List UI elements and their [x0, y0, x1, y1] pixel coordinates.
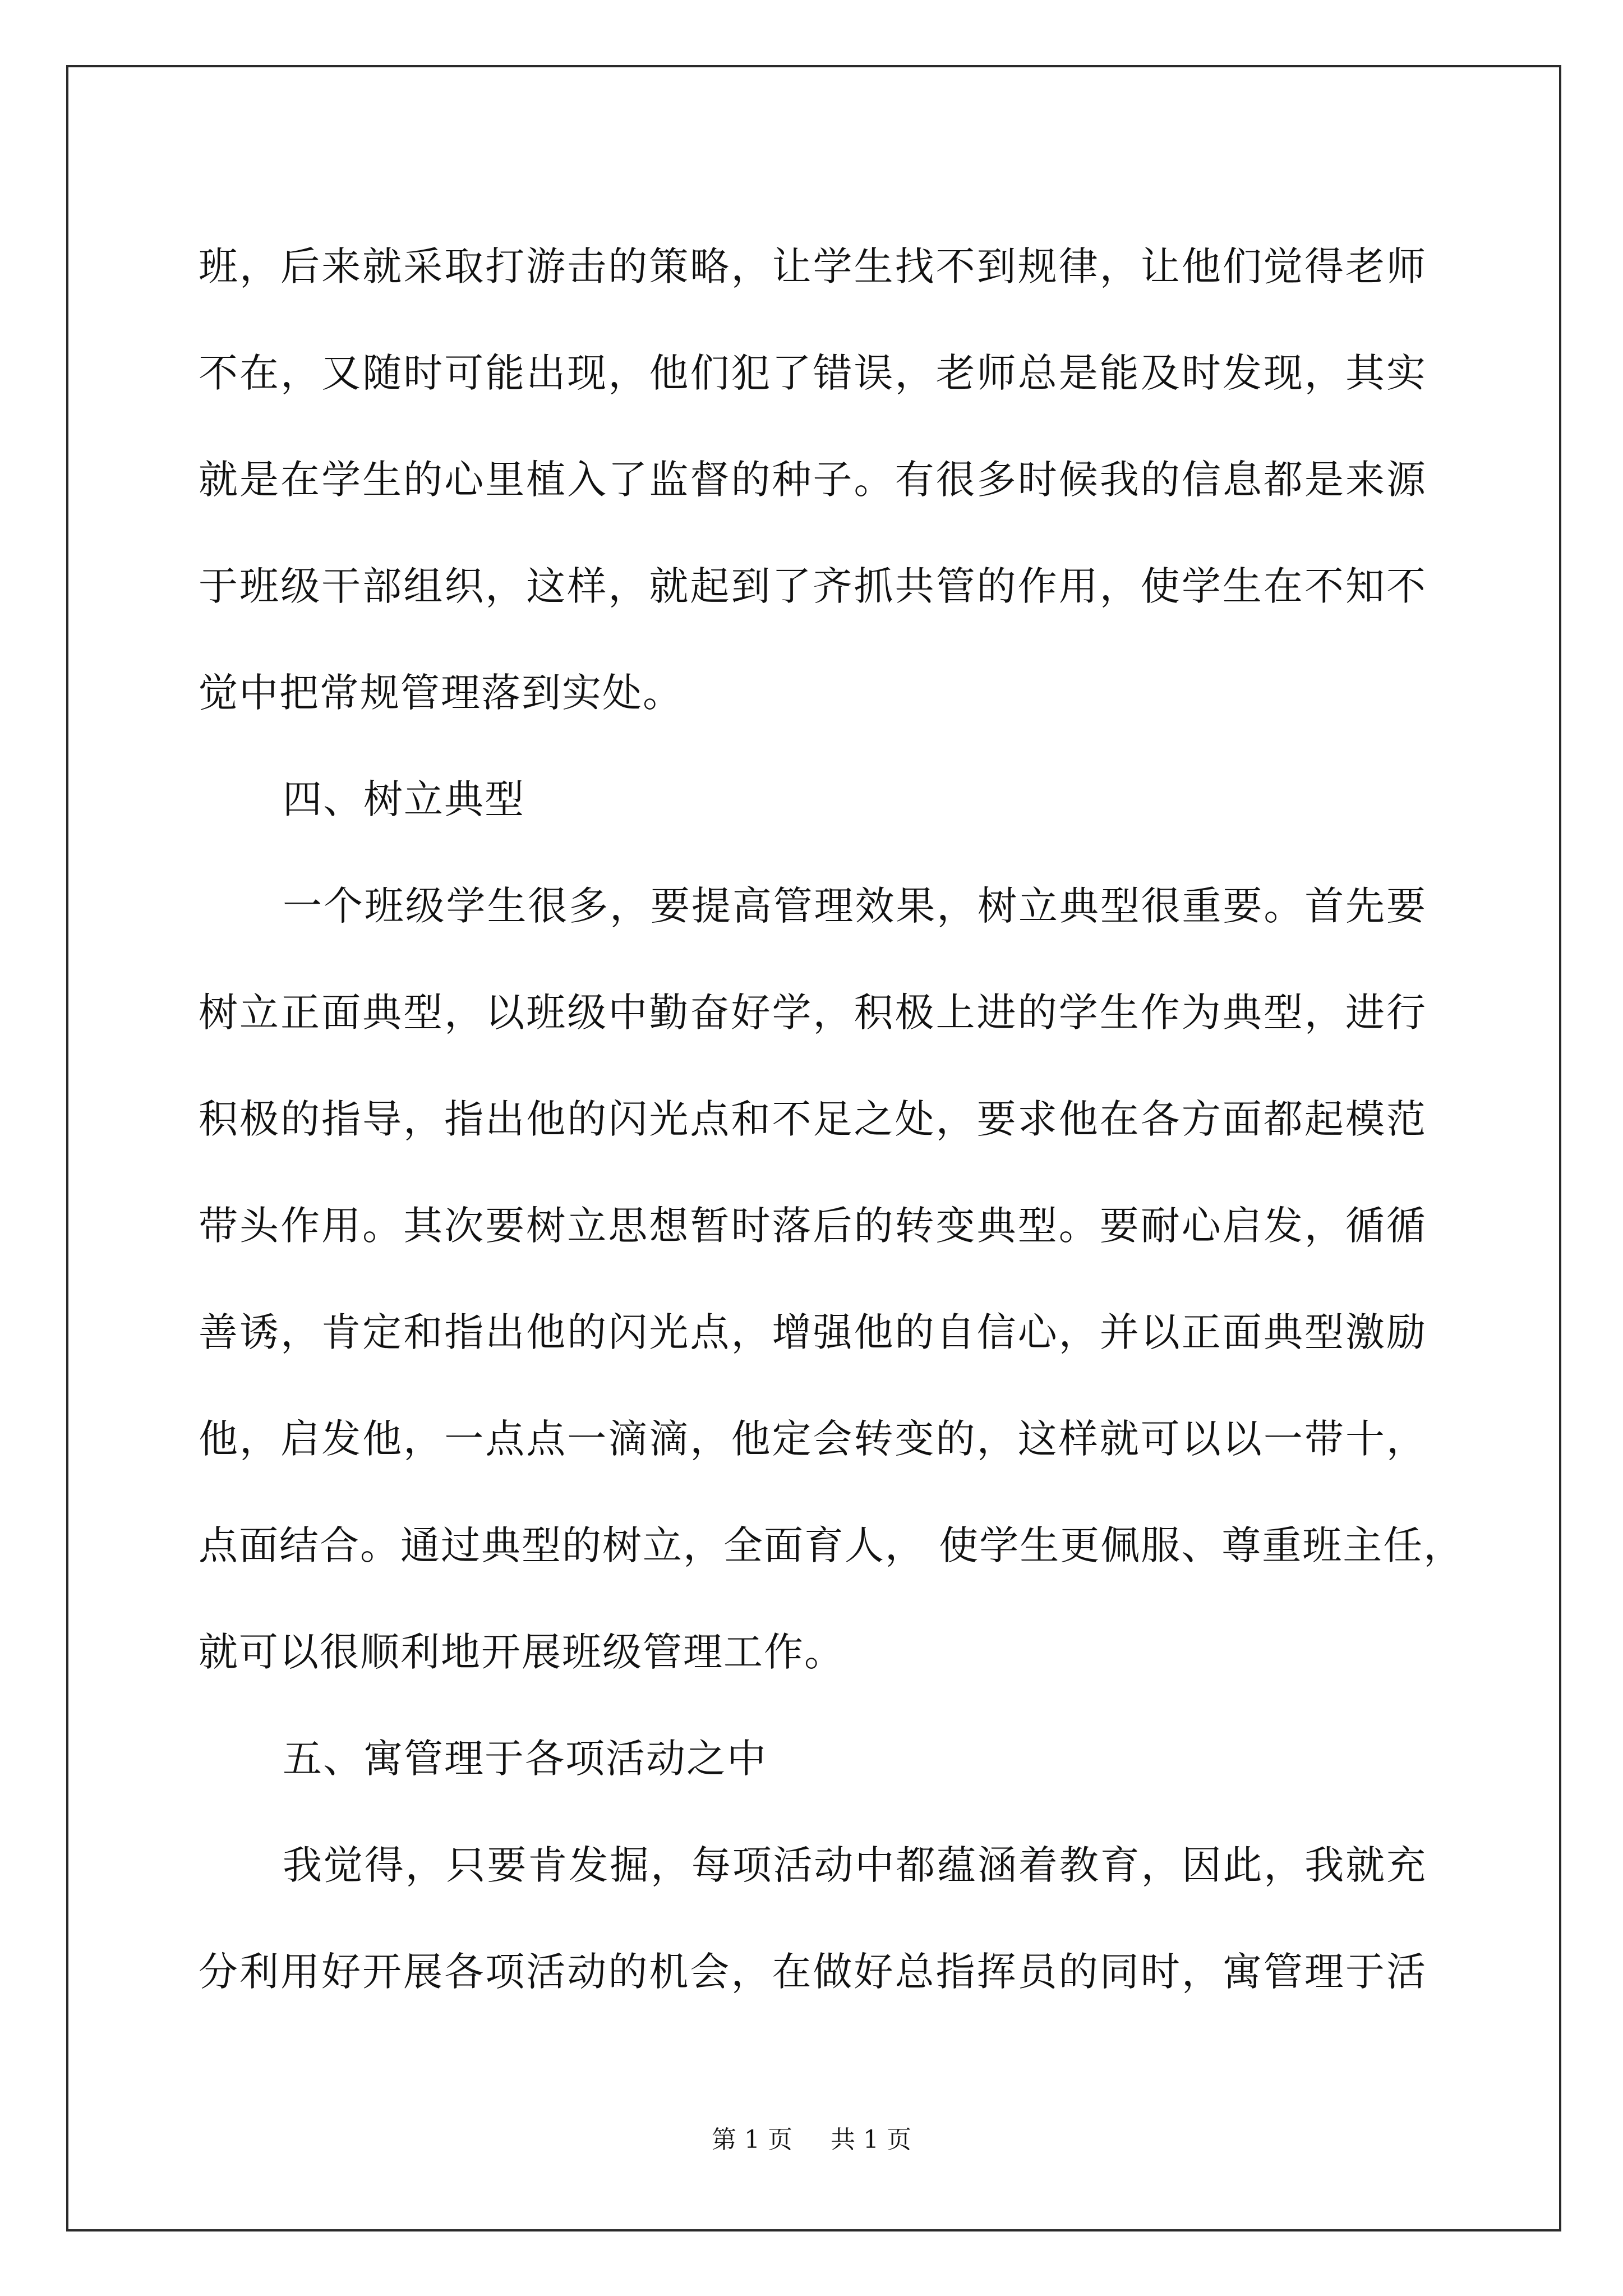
text-line: 就可以很顺利地开展班级管理工作。: [199, 1629, 845, 1675]
text-line: 觉中把常规管理落到实处。: [199, 670, 683, 716]
text-line: 点面结合。通过典型的树立，全面育人， 使学生更佩服、尊重班主任，: [199, 1522, 1464, 1568]
text-line: 不在，又随时可能出现，他们犯了错误，老师总是能及时发现，其实: [199, 350, 1427, 396]
text-line: 班，后来就采取打游击的策略，让学生找不到规律，让他们觉得老师: [199, 243, 1427, 289]
page-number: 第 1 页: [712, 2125, 792, 2154]
text-line: 分利用好开展各项活动的机会，在做好总指挥员的同时，寓管理于活: [199, 1949, 1427, 1995]
text-line: 树立正面典型，以班级中勤奋好学，积极上进的学生作为典型，进行: [199, 990, 1427, 1036]
text-line: 带头作用。其次要树立思想暂时落后的转变典型。要耐心启发，循循: [199, 1203, 1427, 1249]
text-line: 积极的指导，指出他的闪光点和不足之处，要求他在各方面都起模范: [199, 1096, 1427, 1142]
text-line: 一个班级学生很多，要提高管理效果，树立典型很重要。首先要: [283, 883, 1427, 929]
text-line: 就是在学生的心里植入了监督的种子。有很多时候我的信息都是来源: [199, 457, 1427, 503]
page-total: 共 1 页: [831, 2125, 911, 2154]
section-heading: 五、寓管理于各项活动之中: [283, 1736, 767, 1782]
text-line: 善诱，肯定和指出他的闪光点，增强他的自信心，并以正面典型激励: [199, 1309, 1427, 1355]
page-footer: [0, 2123, 1623, 2157]
section-heading: 四、树立典型: [283, 776, 525, 822]
text-line: 我觉得，只要肯发掘，每项活动中都蕴涵着教育，因此，我就充: [283, 1842, 1427, 1888]
document-body: [199, 213, 1464, 2025]
text-line: 于班级干部组织，这样，就起到了齐抓共管的作用，使学生在不知不: [199, 563, 1427, 609]
text-line: 他，启发他，一点点一滴滴，他定会转变的，这样就可以以一带十，: [199, 1416, 1427, 1462]
